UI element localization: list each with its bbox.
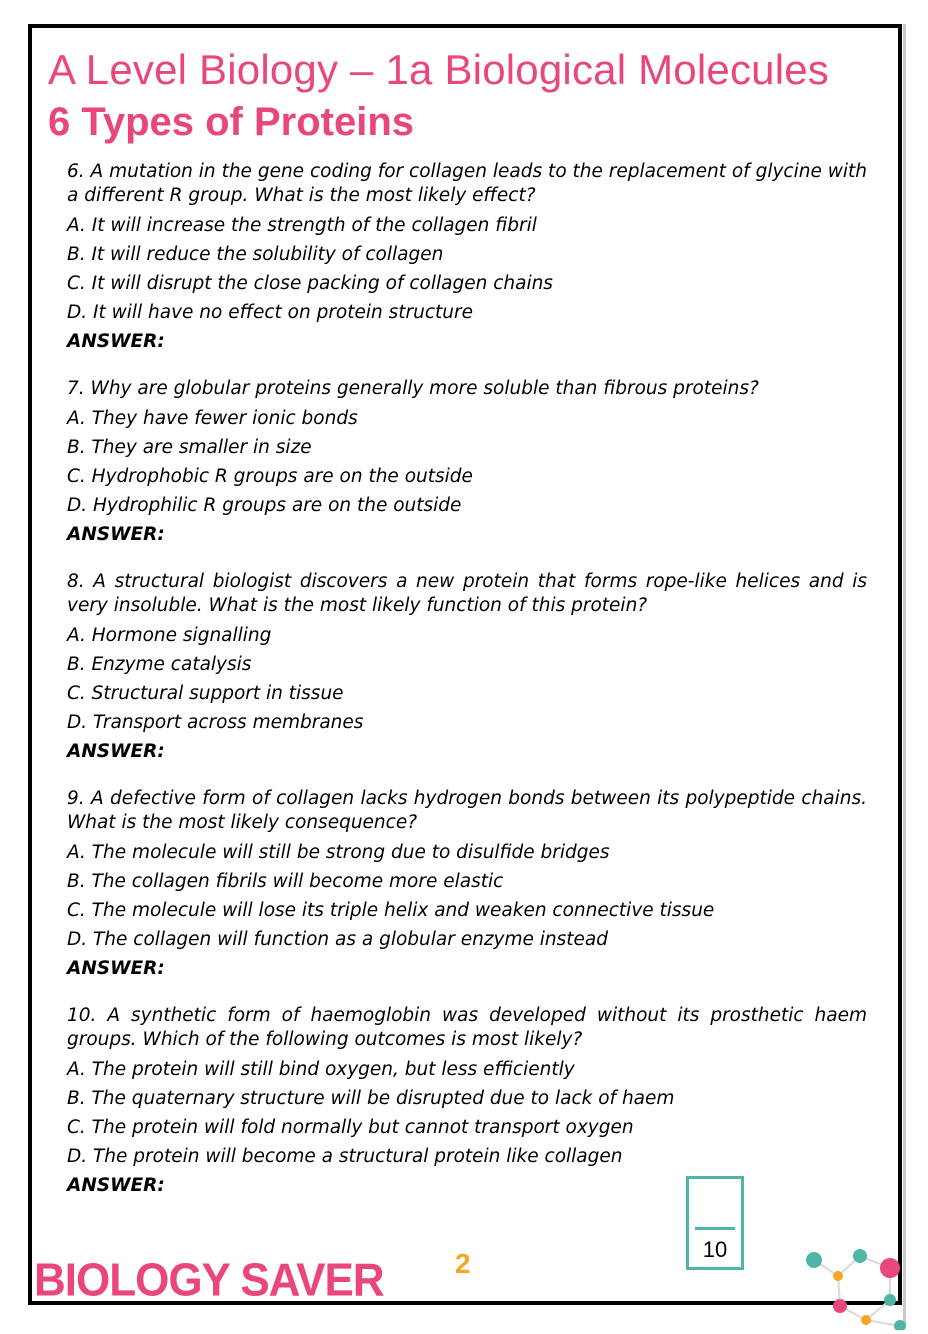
question-stem: 8. A structural biologist discovers a new protein that forms rope-like helices and is very insoluble. What is the most likely function of this protein? bbox=[67, 571, 867, 616]
option-c: C. The molecule will lose its triple helix and weaken connective tissue bbox=[67, 900, 715, 921]
option-d: D. Transport across membranes bbox=[67, 712, 364, 733]
logo-text: BIOLOGY SAVER bbox=[34, 1254, 384, 1307]
score-total: 10 bbox=[702, 1237, 728, 1262]
question-stem: 7. Why are globular proteins generally more soluble than fibrous proteins? bbox=[67, 378, 759, 399]
option-b: B. It will reduce the solubility of collagen bbox=[67, 244, 444, 265]
answer-label: ANSWER: bbox=[67, 958, 165, 979]
option-b: B. Enzyme catalysis bbox=[67, 654, 252, 675]
option-c: C. The protein will fold normally but cannot transport oxygen bbox=[67, 1117, 634, 1138]
answer-label: ANSWER: bbox=[67, 1175, 165, 1196]
question-8 bbox=[67, 570, 867, 764]
question-10 bbox=[67, 1004, 867, 1198]
page-title: A Level Biology – 1a Biological Molecules bbox=[48, 46, 829, 93]
option-c: C. Hydrophobic R groups are on the outside bbox=[67, 466, 473, 487]
answer-label: ANSWER: bbox=[67, 741, 165, 762]
question-6 bbox=[67, 160, 867, 354]
option-a: A. Hormone signalling bbox=[67, 625, 272, 646]
option-b: B. The quaternary structure will be disrupted due to lack of haem bbox=[67, 1088, 675, 1109]
option-a: A. They have fewer ionic bonds bbox=[67, 408, 358, 429]
question-list bbox=[67, 160, 867, 1221]
option-a: A. The protein will still bind oxygen, but less efficiently bbox=[67, 1059, 575, 1080]
question-stem: 9. A defective form of collagen lacks hydrogen bonds between its polypeptide chains. What is the most likely consequence? bbox=[67, 788, 867, 833]
option-c: C. It will disrupt the close packing of collagen chains bbox=[67, 273, 553, 294]
answer-label: ANSWER: bbox=[67, 524, 165, 545]
question-7 bbox=[67, 377, 867, 547]
page-number: 2 bbox=[455, 1248, 471, 1279]
question-stem: 10. A synthetic form of haemoglobin was developed without its prosthetic haem groups. Which of the following outcomes is most likely? bbox=[67, 1005, 867, 1050]
option-a: A. The molecule will still be strong due to disulfide bridges bbox=[67, 842, 610, 863]
option-d: D. Hydrophilic R groups are on the outside bbox=[67, 495, 462, 516]
page-edge-shadow bbox=[903, 24, 906, 1324]
option-d: D. The protein will become a structural protein like collagen bbox=[67, 1146, 623, 1167]
option-d: D. The collagen will function as a globular enzyme instead bbox=[67, 929, 608, 950]
page-subtitle: 6 Types of Proteins bbox=[48, 100, 415, 144]
answer-label: ANSWER: bbox=[67, 331, 165, 352]
option-a: A. It will increase the strength of the collagen fibril bbox=[67, 215, 537, 236]
option-c: C. Structural support in tissue bbox=[67, 683, 344, 704]
question-9 bbox=[67, 787, 867, 981]
option-b: B. They are smaller in size bbox=[67, 437, 312, 458]
option-b: B. The collagen fibrils will become more elastic bbox=[67, 871, 504, 892]
molecule-icon bbox=[800, 1240, 910, 1330]
biology-saver-logo bbox=[34, 1256, 384, 1306]
option-d: D. It will have no effect on protein structure bbox=[67, 302, 473, 323]
score-divider bbox=[695, 1227, 735, 1230]
question-stem: 6. A mutation in the gene coding for collagen leads to the replacement of glycine with a different R group. What is the most likely effect? bbox=[67, 161, 867, 206]
score-box bbox=[686, 1176, 744, 1270]
